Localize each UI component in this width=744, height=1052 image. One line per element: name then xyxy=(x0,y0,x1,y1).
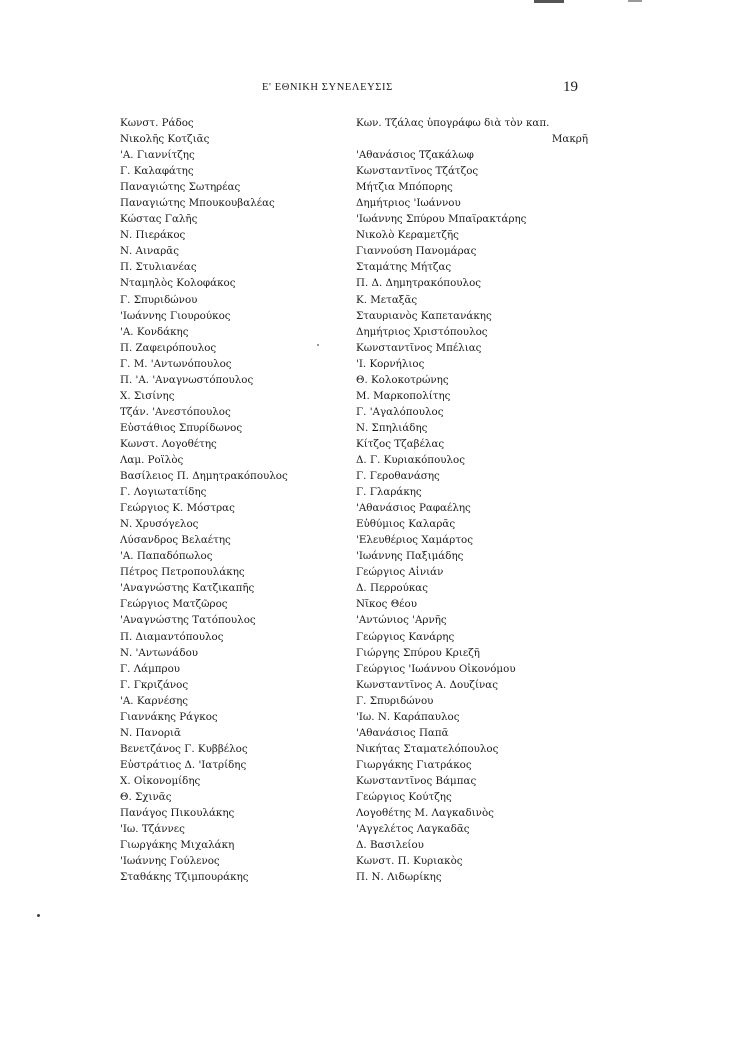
running-title: Ε' ΕΘΝΙΚΗ ΣΥΝΕΛΕΥΣΙΣ xyxy=(262,82,393,93)
signatory-name: Κωνσταντῖνος Βάμπας xyxy=(356,774,477,787)
signatory-name: Π. Ν. Λιδωρίκης xyxy=(356,871,442,884)
signatory-name: Νῖκος Θέου xyxy=(356,598,417,611)
signatory-name: Δ. Περρούκας xyxy=(356,582,429,595)
signatory-name: 'Ελευθέριος Χαμάρτος xyxy=(356,534,473,547)
signatory-name: Γεώργιος Ματζῶρος xyxy=(120,598,228,611)
signatory-name: Γιώργης Σπύρου Κριεζῆ xyxy=(356,646,480,659)
signatory-name: Πανάγος Πικουλάκης xyxy=(120,807,235,820)
signatory-name: Κίτζος Τζαβέλας xyxy=(356,437,445,450)
signatory-name: Γ. Σπυριδώνου xyxy=(356,694,434,707)
signatory-name: Σταυριανὸς Καπετανάκης xyxy=(356,309,492,322)
signatory-name: Ν. Πανοριᾶ xyxy=(120,726,181,739)
signatory-name: Εὐστάθιος Σπυρίδωνος xyxy=(120,421,243,434)
signatory-name: 'Αγγελέτος Λαγκαδᾶς xyxy=(356,823,470,836)
signatory-name: 'Α. Καρνέσης xyxy=(120,694,189,707)
signatory-name: Παναγιώτης Μπουκουβαλέας xyxy=(120,197,275,210)
signatory-name: Κ. Μεταξᾶς xyxy=(356,293,418,306)
signatory-name: Κωνσταντῖνος Τζάτζος xyxy=(356,165,479,178)
signatory-name: 'Α. Κονδάκης xyxy=(120,325,189,338)
signatory-name: Γ. Καλαφάτης xyxy=(120,165,194,178)
signatory-name: 'Α. Παπαδόπωλος xyxy=(120,550,213,563)
signatory-name: Γεώργιος Κ. Μόστρας xyxy=(120,502,235,515)
signatory-name: Νικολὸ Κεραμετζῆς xyxy=(356,229,459,242)
signatory-name: Εὐστράτιος Δ. 'Ιατρίδης xyxy=(120,758,247,771)
signatory-name: Νικολῆς Κοτζιᾶς xyxy=(120,133,210,146)
signatory-name: Ν. 'Αντωνάδου xyxy=(120,646,199,659)
signatory-name: Π. Στυλιανέας xyxy=(120,261,197,274)
page-header xyxy=(0,79,744,102)
signatory-name: Γ. 'Αγαλόπουλος xyxy=(356,405,444,418)
top-edge-mark xyxy=(534,0,564,3)
signatory-name: 'Αναγνώστης Τατόπουλος xyxy=(120,614,256,627)
signatory-name: Λογοθέτης Μ. Λαγκαδινὸς xyxy=(356,807,494,820)
signatory-name: Γεώργιος 'Ιωάννου Οἰκονόμου xyxy=(356,662,516,675)
signatory-name: Γ. Λάμπρου xyxy=(120,662,181,675)
signatory-name: 'Ιω. Ν. Καράπαυλος xyxy=(356,710,460,723)
signatory-name: Θ. Σχινᾶς xyxy=(120,790,172,803)
signatory-name: Ν. Σπηλιάδης xyxy=(356,421,428,434)
signatory-name: Πέτρος Πετροπουλάκης xyxy=(120,566,245,579)
signatory-name: 'Ιωάννης Σπύρου Μπαϊρακτάρης xyxy=(356,213,527,226)
signatory-name: Κώστας Γαλῆς xyxy=(120,213,198,226)
signatory-name: Π. Δ. Δημητρακόπουλος xyxy=(356,277,482,290)
signatory-name: Βασίλειος Π. Δημητρακόπουλος xyxy=(120,470,288,483)
signatory-name: 'Ι. Κορνήλιος xyxy=(356,357,425,370)
signatory-name: Νταμηλὸς Κολοφάκος xyxy=(120,277,236,290)
signatory-name: Κωνστ. Π. Κυριακὸς xyxy=(356,855,463,868)
signatory-name: Γιαννούση Πανομάρας xyxy=(356,245,477,258)
signatory-name: 'Ιωάννης Παξιμάδης xyxy=(356,550,464,563)
signatory-name: Γιωργάκης Γιατράκος xyxy=(356,758,472,771)
signatory-name: 'Ιωάννης Γιουρούκος xyxy=(120,309,231,322)
left-signature-column xyxy=(120,115,330,885)
right-signature-column xyxy=(356,115,588,885)
signatory-name: Τζάν. 'Ανεστόπουλος xyxy=(120,405,231,418)
signatory-name: Δημήτριος 'Ιωάννου xyxy=(356,197,461,210)
signatory-name: Μήτζια Μπόπορης xyxy=(356,181,453,194)
signatory-name: Γεώργιος Κούτζης xyxy=(356,790,452,803)
signatory-name: 'Ιωάννης Γούλενος xyxy=(120,855,220,868)
signatory-name: Βενετζάνος Γ. Κυββέλος xyxy=(120,742,248,755)
signatory-name: Νικήτας Σταματελόπουλος xyxy=(356,742,499,755)
signatory-name: Π. 'Α. 'Αναγνωστόπουλος xyxy=(120,373,254,386)
signatory-name: Γ. Γεροθανάσης xyxy=(356,470,440,483)
signatory-name: Σταθάκης Τζιμπουράκης xyxy=(120,871,249,884)
signatory-name: Γεώργιος Αἰνιάν xyxy=(356,566,444,579)
signatory-name: Γεώργιος Κανάρης xyxy=(356,630,455,643)
signatory-name: Π. Ζαφειρόπουλος xyxy=(120,341,217,354)
signatory-name: 'Αθανάσιος Τζακάλωφ xyxy=(356,149,474,162)
signatory-name: Ν. Χρυσόγελος xyxy=(120,518,199,531)
signatory-name: 'Αναγνώστης Κατζικαπῆς xyxy=(120,582,255,595)
signatory-name: 'Αθανάσιος Ραφαέλης xyxy=(356,502,471,515)
signatory-name: Δ. Βασιλείου xyxy=(356,839,424,852)
signatory-name: Κωνστ. Ράδος xyxy=(120,117,194,129)
signatory-name: Παναγιώτης Σωτηρέας xyxy=(120,181,241,194)
top-edge-mark-small xyxy=(628,0,642,2)
signatory-name: Εὐθύμιος Καλαρᾶς xyxy=(356,518,456,531)
signatory-name: 'Α. Γιαννίτζης xyxy=(120,149,195,162)
signatory-name-continuation: Μακρῆ xyxy=(551,133,588,146)
signatory-name: Ν. Πιεράκος xyxy=(120,229,186,242)
signatory-name: Γιωργάκης Μιχαλάκη xyxy=(120,839,235,852)
signatory-name: 'Αθανάσιος Παπᾶ xyxy=(356,726,449,739)
signatory-name: Δ. Γ. Κυριακόπουλος xyxy=(356,453,466,466)
signatory-name: Κωνστ. Λογοθέτης xyxy=(120,437,217,450)
signatory-name: Κωνσταντῖνος Α. Δουζίνας xyxy=(356,678,498,691)
signatory-name: Κων. Τζάλας ὑπογράφω διὰ τὸν καπ. xyxy=(356,117,550,129)
signatory-name: Χ. Οἰκονομίδης xyxy=(120,774,201,787)
signatory-name: Σταμάτης Μήτζας xyxy=(356,261,452,274)
signatory-name: Γιαννάκης Ράγκος xyxy=(120,710,218,723)
signatory-name: Γ. Σπυριδώνου xyxy=(120,293,198,306)
signatory-name: Ν. Αιναρᾶς xyxy=(120,245,180,258)
page-number: 19 xyxy=(563,79,578,95)
signatory-name: 'Ιω. Τζάννες xyxy=(120,823,185,836)
signatory-name: Κωνσταντῖνος Μπέλιας xyxy=(356,341,482,354)
signatory-name: Μ. Μαρκοπολίτης xyxy=(356,389,451,402)
signatory-name: Λύσανδρος Βελαέτης xyxy=(120,534,231,547)
signatory-name: Θ. Κολοκοτρώνης xyxy=(356,373,449,386)
margin-mark xyxy=(37,914,40,917)
signatory-name: Γ. Λογιωτατίδης xyxy=(120,486,207,499)
signatory-name: 'Αντώνιος 'Αρνῆς xyxy=(356,614,447,627)
print-speck xyxy=(317,344,319,346)
signatory-name: Π. Διαμαντόπουλος xyxy=(120,630,224,643)
signatory-name: Δημήτριος Χριστόπουλος xyxy=(356,325,488,338)
signatory-name: Γ. Γκριζάνος xyxy=(120,678,189,691)
signatory-name: Λαμ. Ροϊλὸς xyxy=(120,453,184,466)
signatory-name: Γ. Μ. 'Αντωνόπουλος xyxy=(120,357,232,370)
signatory-name: Γ. Γλαράκης xyxy=(356,486,422,499)
signatory-name: Χ. Σισίνης xyxy=(120,389,175,402)
